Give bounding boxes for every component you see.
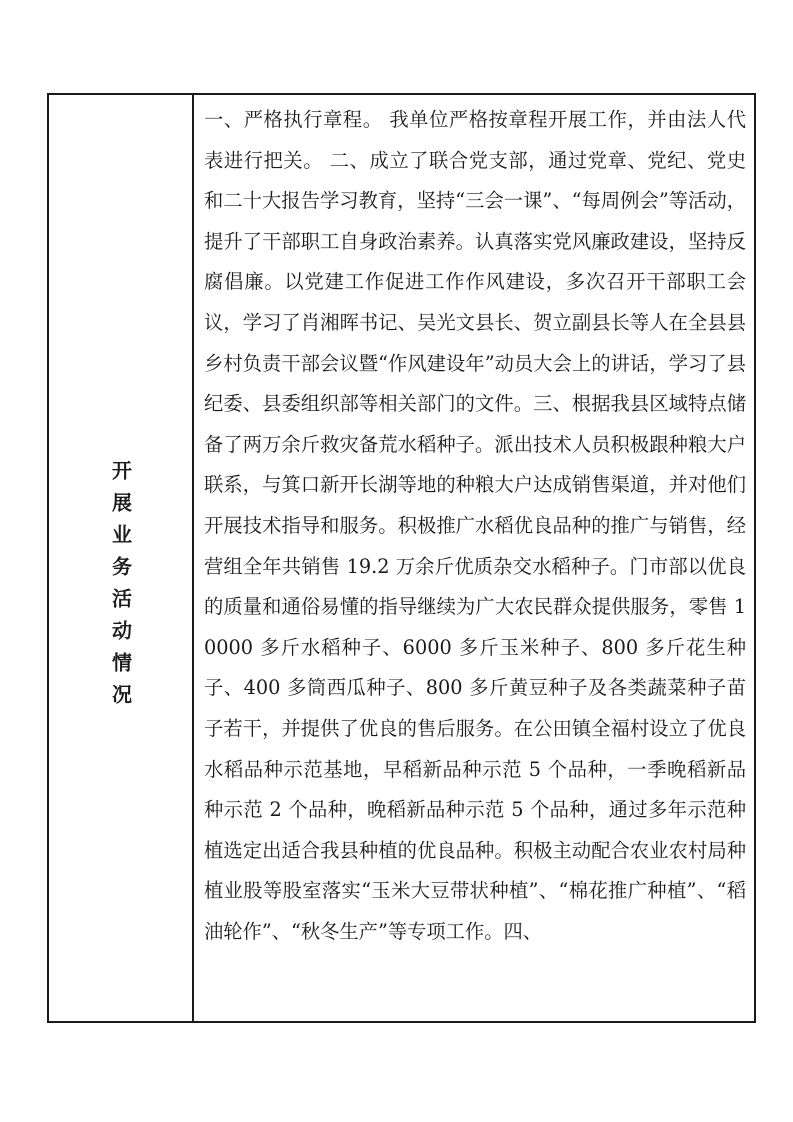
section-body-text: 一、严格执行章程。 我单位严格按章程开展工作，并由法人代表进行把关。 二、成立了联合党支部，通过党章、党纪、党史和二十大报告学习教育，坚持“三会一课”、“每周例会”等活动，提升了干部职工自身政治素养。认真落实党风廉政建设，坚持反腐倡廉。以党建工作促进工作作风建设，多次召开干部职工会议，学习了肖湘晖书记、吴光文县长、贺立副县长等人在全县县乡村负责干部会议暨“作风建设年”动员大会上的讲话，学习了县纪委、县委组织部等相关部门的文件。三、根据我县区域特点储备了两万余斤救灾备荒水稻种子。派出技术人员积极跟种粮大户联系，与箕口新开长湖等地的种粮大户达成销售渠道，并对他们开展技术指导和服务。积极推广水稻优良品种的推广与销售，经营组全年共销售 19.2 万余斤优质杂交水稻种子。门市部以优良的质量和通俗易懂的指导继续为广大农民群众提供服务，零售 10000 多斤水稻种子、6000 多斤玉米种子、800 多斤花生种子、400 多筒西瓜种子、800 多斤黄豆种子及各类蔬菜种子苗子若干，并提供了优良的售后服务。在公田镇全福村设立了优良水稻品种示范基地，早稻新品种示范 5 个品种，一季晚稻新品种示范 2 个品种，晚稻新品种示范 5 个品种，通过多年示范种植选定出适合我县种植的优良品种。积极主动配合农业农村局种植业股等股室落实“玉米大豆带状种植”、“棉花推广种植”、“稻油轮作”、“秋冬生产”等专项工作。四、 bbox=[204, 108, 746, 943]
activity-table bbox=[47, 93, 756, 1023]
section-label-cell bbox=[49, 95, 194, 1021]
section-content-cell bbox=[194, 95, 754, 1021]
section-label: 开展业务活动情况 bbox=[108, 460, 133, 716]
